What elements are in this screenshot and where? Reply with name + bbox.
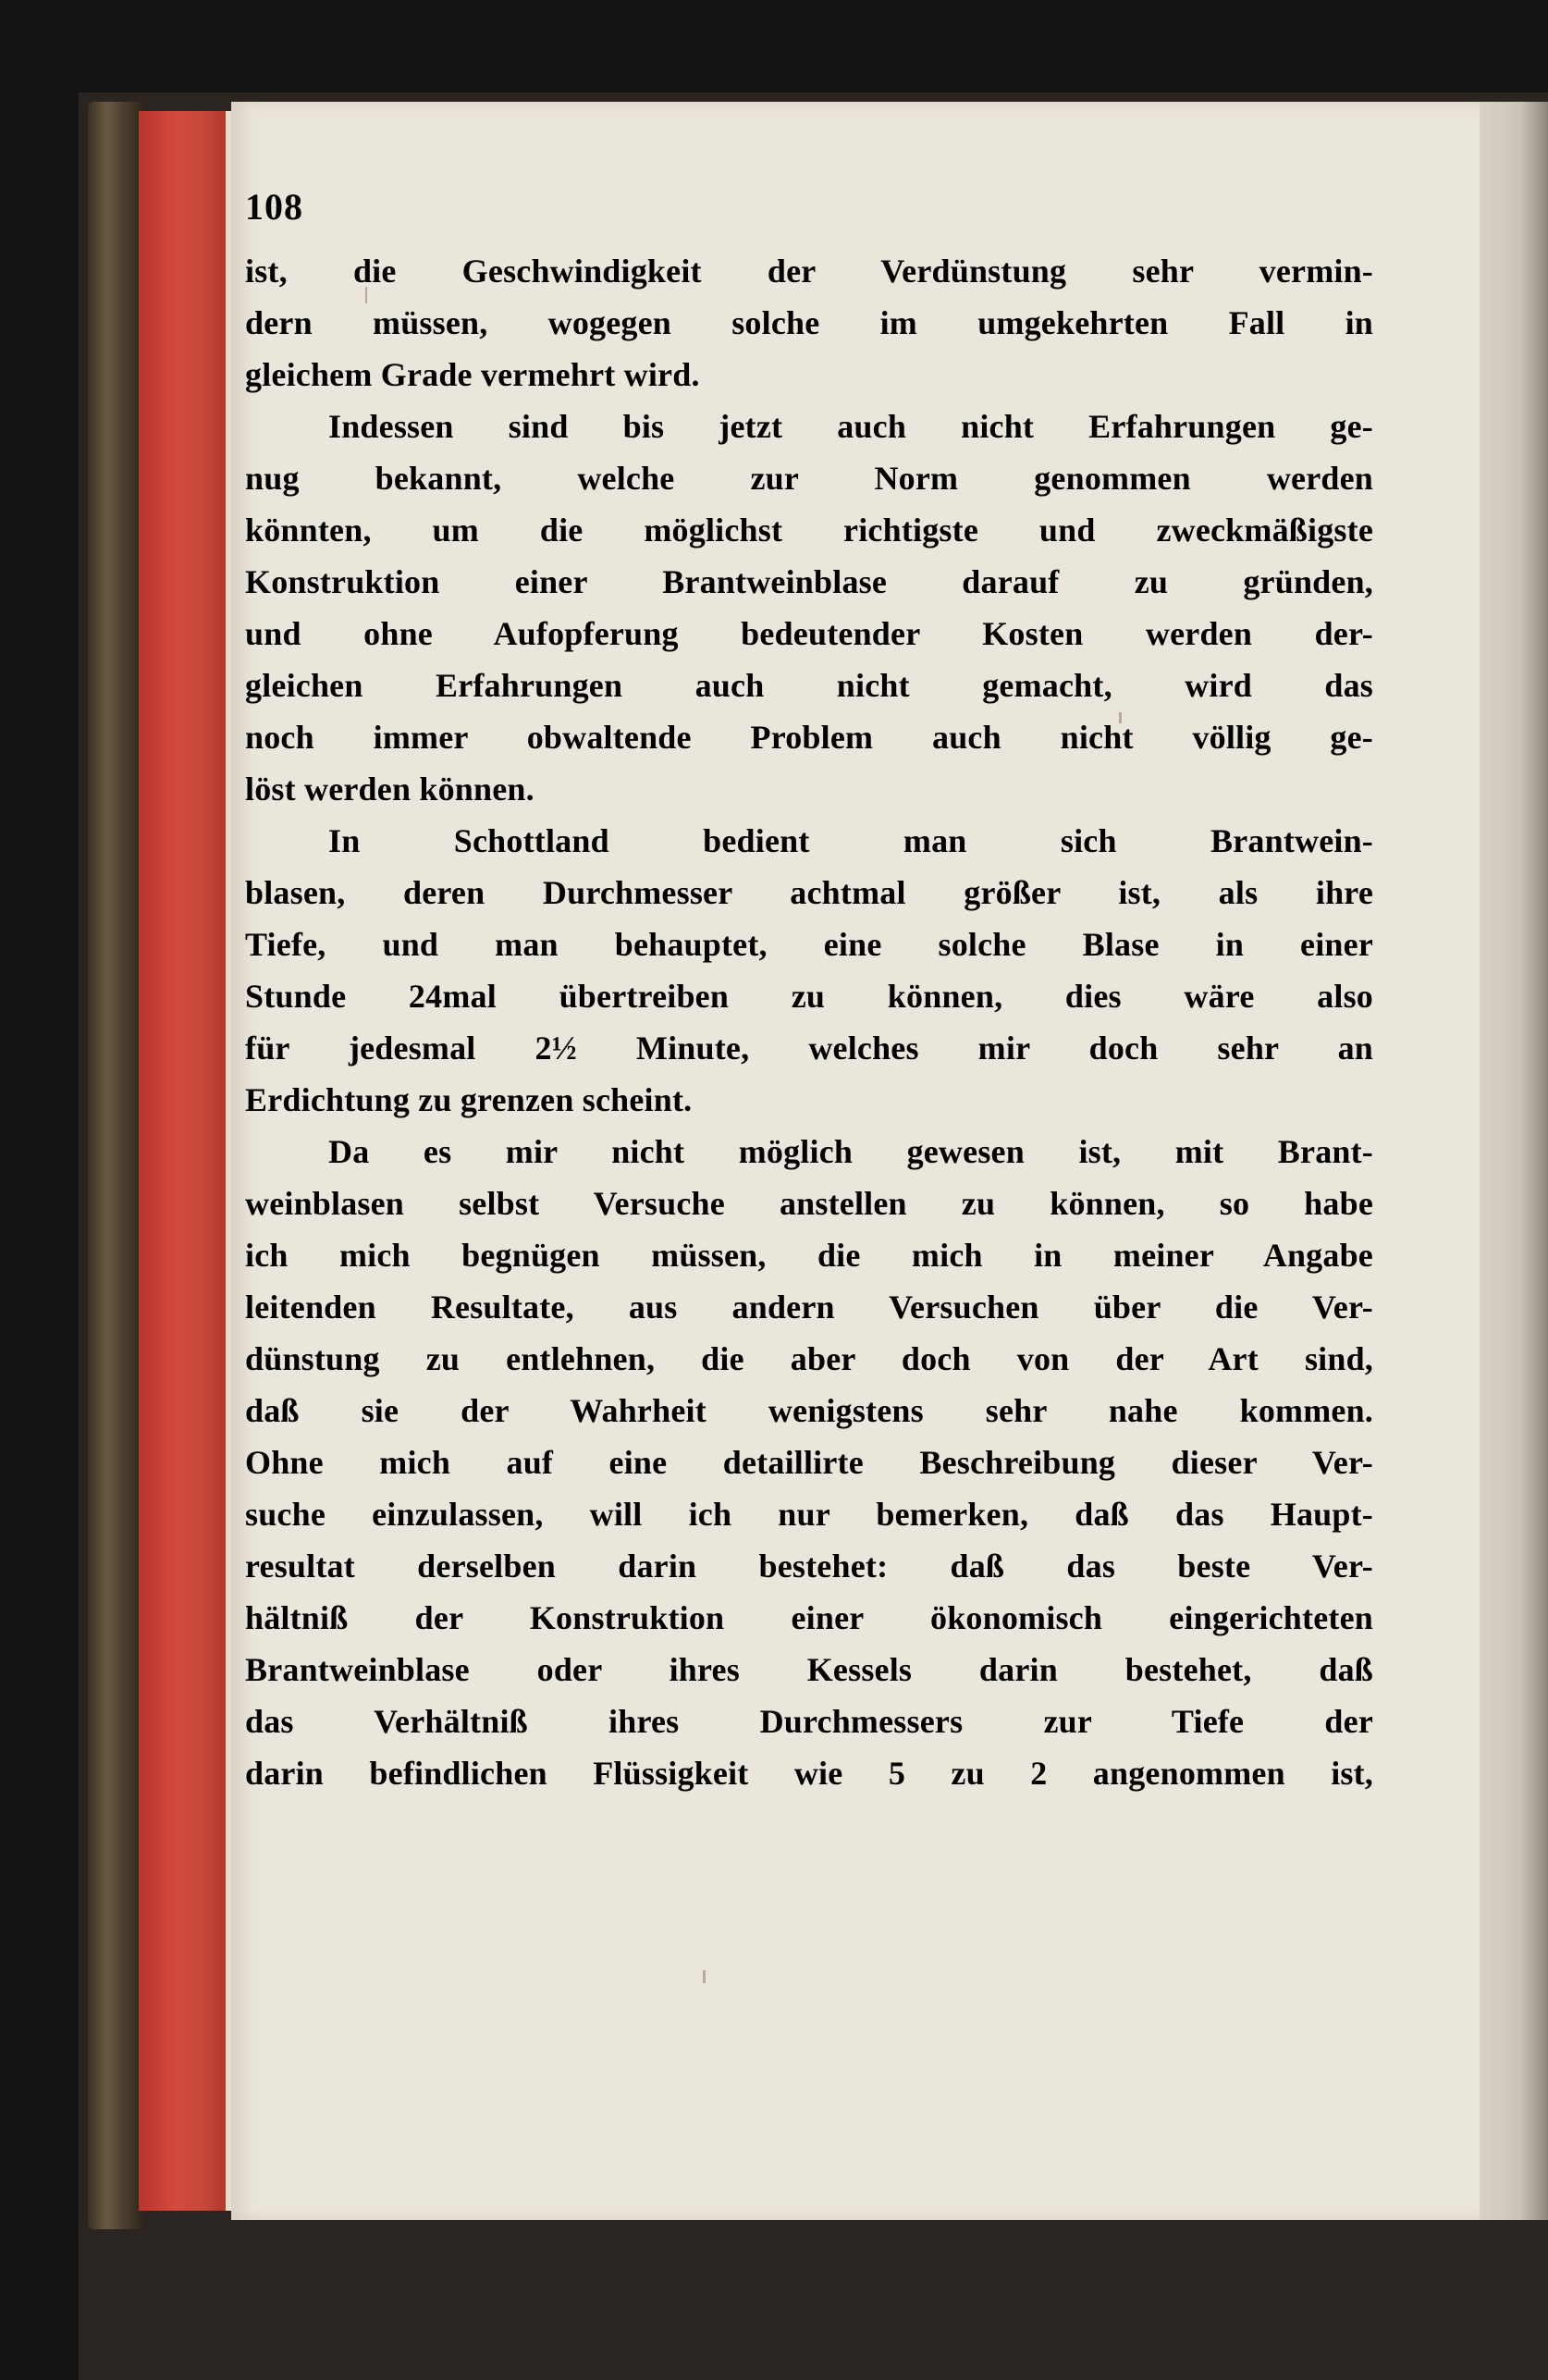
text-line: weinblasen selbst Versuche anstellen zu können, so habe — [245, 1185, 1373, 1222]
page-right-edge — [1480, 102, 1548, 2220]
text-line: suche einzulassen, will ich nur bemerken, daß das Haupt- — [245, 1496, 1373, 1533]
text-line: Erdichtung zu grenzen scheint. — [245, 1081, 693, 1118]
text-line: Tiefe, und man behauptet, eine solche Blase in einer — [245, 926, 1373, 963]
text-line: dern müssen, wogegen solche im umgekehrten Fall in — [245, 304, 1373, 341]
text-line: ist, die Geschwindigkeit der Verdünstung sehr vermin- — [245, 253, 1373, 290]
page-number: 108 — [245, 186, 303, 228]
text-line: und ohne Aufopferung bedeutender Kosten werden der- — [245, 615, 1373, 652]
text-line: noch immer obwaltende Problem auch nicht völlig ge- — [245, 719, 1373, 756]
text-line: In Schottland bedient man sich Brantwein- — [328, 822, 1373, 859]
text-line: dünstung zu entlehnen, die aber doch von der Art sind, — [245, 1340, 1373, 1377]
red-page-edge — [139, 111, 231, 2211]
text-line: könnten, um die möglichst richtigste und zweckmäßigste — [245, 512, 1373, 549]
paper-blemish — [703, 1970, 706, 1983]
body-text — [245, 245, 1373, 1799]
text-line: gleichem Grade vermehrt wird. — [245, 356, 700, 393]
text-line: ich mich begnügen müssen, die mich in meiner Angabe — [245, 1237, 1373, 1274]
text-line: leitenden Resultate, aus andern Versuchen über die Ver- — [245, 1289, 1373, 1326]
text-line: für jedesmal 2½ Minute, welches mir doch sehr an — [245, 1030, 1373, 1067]
text-line: Brantweinblase oder ihres Kessels darin bestehet, daß — [245, 1651, 1373, 1688]
book-spine — [88, 102, 143, 2229]
text-line: darin befindlichen Flüssigkeit wie 5 zu 2 angenommen ist, — [245, 1755, 1373, 1792]
text-line: Ohne mich auf eine detaillirte Beschreibung dieser Ver- — [245, 1444, 1373, 1481]
text-line: gleichen Erfahrungen auch nicht gemacht, wird das — [245, 667, 1373, 704]
text-line: Indessen sind bis jetzt auch nicht Erfahrungen ge- — [328, 408, 1373, 445]
text-line: löst werden können. — [245, 771, 534, 808]
text-line: Konstruktion einer Brantweinblase darauf zu gründen, — [245, 563, 1373, 600]
text-line: das Verhältniß ihres Durchmessers zur Tiefe der — [245, 1703, 1373, 1740]
text-line: Stunde 24mal übertreiben zu können, dies wäre also — [245, 978, 1373, 1015]
text-line: hältniß der Konstruktion einer ökonomisch eingerichteten — [245, 1599, 1373, 1636]
text-line: Da es mir nicht möglich gewesen ist, mit Brant- — [328, 1133, 1373, 1170]
text-line: resultat derselben darin bestehet: daß das beste Ver- — [245, 1548, 1373, 1585]
text-line: nug bekannt, welche zur Norm genommen werden — [245, 460, 1373, 497]
text-line: blasen, deren Durchmesser achtmal größer ist, als ihre — [245, 874, 1373, 911]
text-line: daß sie der Wahrheit wenigstens sehr nahe kommen. — [245, 1392, 1373, 1429]
